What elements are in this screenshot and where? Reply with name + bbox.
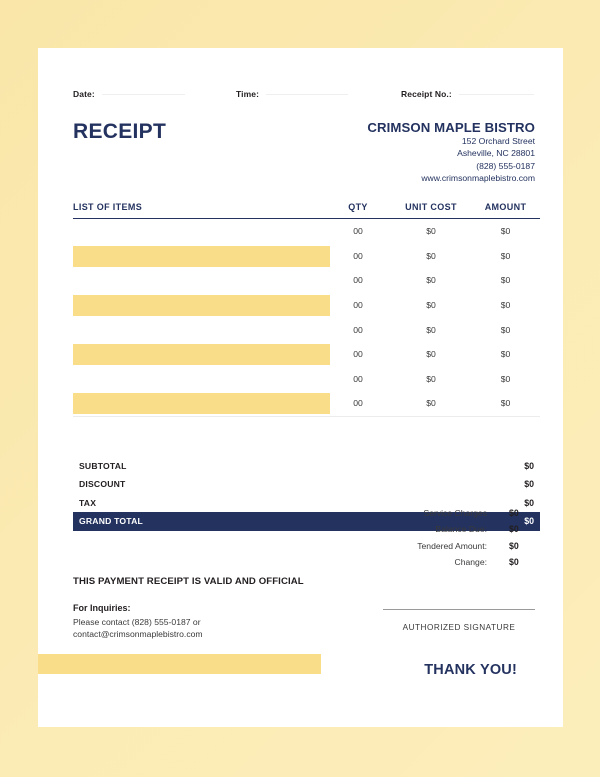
header-qty: QTY [348, 202, 368, 212]
item-placeholder-bar [73, 344, 330, 365]
totals-value[interactable]: $0 [524, 461, 534, 472]
inquiries-line-1: Please contact (828) 555-0187 or [73, 617, 201, 627]
cell-unit-cost[interactable]: $0 [426, 250, 436, 261]
cell-item-name[interactable] [73, 219, 325, 244]
table-row[interactable] [73, 293, 540, 318]
cell-item-name[interactable] [73, 293, 325, 318]
payment-summary-row [325, 505, 535, 521]
inquiries-line-2: contact@crimsonmaplebistro.com [73, 629, 203, 640]
company-website: www.crimsonmaplebistro.com [421, 172, 535, 183]
date-field[interactable] [73, 89, 185, 99]
totals-label: TAX [79, 497, 97, 508]
cell-qty[interactable]: 00 [353, 226, 363, 237]
totals-label: DISCOUNT [79, 479, 126, 490]
cell-unit-cost[interactable]: $0 [426, 275, 436, 286]
payment-summary-value[interactable]: $0 [509, 540, 519, 551]
cell-unit-cost[interactable]: $0 [426, 373, 436, 384]
signature-line[interactable] [383, 609, 535, 610]
cell-item-name[interactable] [73, 268, 325, 293]
payment-summary-value[interactable]: $0 [509, 524, 519, 535]
receipt-page [38, 48, 563, 727]
cell-amount[interactable]: $0 [500, 226, 511, 237]
footer-accent-bar [38, 654, 321, 674]
cell-qty[interactable]: 00 [353, 275, 363, 286]
table-row[interactable] [73, 391, 540, 416]
cell-amount[interactable]: $0 [500, 300, 511, 311]
payment-summary-row [325, 538, 535, 554]
cell-unit-cost[interactable]: $0 [426, 349, 436, 360]
payment-summary-label: Service Charges [423, 508, 487, 519]
item-placeholder-bar [73, 246, 330, 267]
payment-summary-value[interactable]: $0 [509, 557, 519, 568]
inquiries-block [73, 603, 203, 641]
company-address-line1: 152 Orchard Street [461, 136, 535, 147]
cell-unit-cost[interactable]: $0 [426, 300, 436, 311]
cell-item-name[interactable] [73, 367, 325, 392]
items-table-bottom-rule [73, 416, 540, 417]
payment-summary-row [325, 554, 535, 570]
payment-summary-row [325, 521, 535, 537]
cell-qty[interactable]: 00 [353, 324, 363, 335]
thank-you-text: THANK YOU! [424, 662, 517, 678]
time-label: Time: [236, 89, 260, 99]
totals-value[interactable]: $0 [524, 516, 534, 527]
table-row[interactable] [73, 342, 540, 367]
cell-item-name[interactable] [73, 244, 325, 269]
item-placeholder-bar [73, 295, 330, 316]
cell-unit-cost[interactable]: $0 [426, 398, 436, 409]
table-row[interactable] [73, 219, 540, 244]
table-row[interactable] [73, 268, 540, 293]
cell-amount[interactable]: $0 [500, 324, 511, 335]
inquiries-title: For Inquiries: [73, 603, 131, 613]
totals-value[interactable]: $0 [524, 479, 534, 490]
company-address-line2: Asheville, NC 28801 [457, 148, 535, 159]
items-table [73, 202, 540, 417]
company-block [367, 120, 535, 184]
payment-summary-label: Balance Due: [435, 524, 487, 535]
cell-amount[interactable]: $0 [500, 349, 511, 360]
cell-qty[interactable]: 00 [353, 349, 363, 360]
header-list-of-items: LIST OF ITEMS [73, 202, 143, 212]
payment-summary-value[interactable]: $0 [509, 508, 519, 519]
date-input-rule[interactable] [102, 94, 185, 95]
header-fields [73, 89, 535, 105]
table-row[interactable] [73, 244, 540, 269]
cell-qty[interactable]: 00 [353, 398, 363, 409]
cell-unit-cost[interactable]: $0 [426, 324, 436, 335]
signature-label: AUTHORIZED SIGNATURE [402, 623, 516, 632]
totals-row [73, 457, 540, 475]
totals-row [73, 475, 540, 493]
cell-qty[interactable]: 00 [353, 373, 363, 384]
totals-label: SUBTOTAL [79, 461, 127, 472]
cell-qty[interactable]: 00 [353, 250, 363, 261]
company-phone: (828) 555-0187 [476, 160, 535, 171]
receipt-no-field[interactable] [401, 89, 534, 99]
validity-note: THIS PAYMENT RECEIPT IS VALID AND OFFICIAL [73, 576, 304, 587]
item-placeholder-bar [73, 393, 330, 414]
cell-amount[interactable]: $0 [500, 275, 511, 286]
table-row[interactable] [73, 317, 540, 342]
receipt-no-label: Receipt No.: [401, 89, 452, 99]
totals-label: GRAND TOTAL [79, 516, 143, 527]
totals-value[interactable]: $0 [524, 497, 534, 508]
time-input-rule[interactable] [266, 94, 348, 95]
receipt-no-input-rule[interactable] [459, 94, 534, 95]
payment-summary-block [325, 505, 535, 570]
items-table-body [73, 219, 540, 416]
date-label: Date: [73, 89, 95, 99]
cell-amount[interactable]: $0 [500, 398, 511, 409]
cell-unit-cost[interactable]: $0 [426, 226, 436, 237]
cell-qty[interactable]: 00 [353, 300, 363, 311]
cell-amount[interactable]: $0 [500, 373, 511, 384]
table-row[interactable] [73, 367, 540, 392]
cell-item-name[interactable] [73, 391, 325, 416]
cell-amount[interactable]: $0 [500, 250, 511, 261]
company-name: CRIMSON MAPLE BISTRO [367, 120, 535, 135]
signature-block [383, 609, 535, 632]
page-title: RECEIPT [73, 120, 167, 143]
time-field[interactable] [236, 89, 348, 99]
cell-item-name[interactable] [73, 342, 325, 367]
header-unit-cost: UNIT COST [405, 202, 457, 212]
payment-summary-label: Tendered Amount: [417, 540, 487, 551]
cell-item-name[interactable] [73, 317, 325, 342]
header-amount: AMOUNT [484, 202, 527, 212]
payment-summary-label: Change: [454, 557, 487, 568]
items-table-header [73, 202, 540, 219]
